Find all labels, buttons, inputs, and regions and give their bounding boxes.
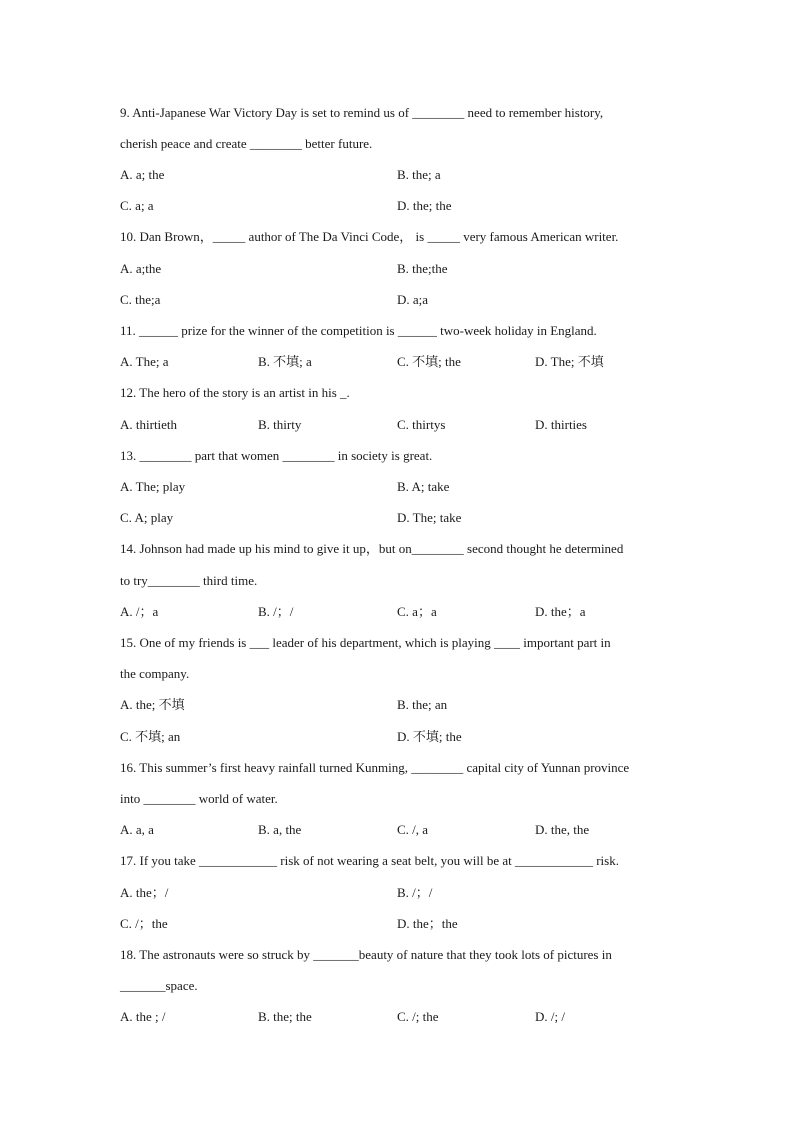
question-16-line-2: into ________ world of water. [120, 791, 278, 806]
question-17-option-a: A. the；/ [120, 885, 169, 900]
question-13-option-d: D. The; take [397, 510, 462, 525]
question-15-option-b: B. the; an [397, 697, 448, 712]
question-11-option-a: A. The; a [120, 354, 169, 369]
question-16-option-b: B. a, the [258, 822, 302, 837]
question-15-line-1: 15. One of my friends is ___ leader of his department, which is playing ____ important part in [120, 635, 611, 650]
question-9-option-d: D. the; the [397, 198, 452, 213]
question-15-option-c: C. 不填; an [120, 729, 181, 744]
question-13-option-a: A. The; play [120, 479, 186, 494]
question-18-line-2: _______space. [120, 978, 198, 993]
question-17-option-d: D. the；the [397, 916, 458, 931]
question-14-line-1: 14. Johnson had made up his mind to give it up，but on________ second thought he determined [120, 541, 624, 556]
question-17-option-b: B. /；/ [397, 885, 433, 900]
question-18-option-d: D. /; / [535, 1009, 565, 1024]
question-16-option-d: D. the, the [535, 822, 590, 837]
question-11-option-b: B. 不填; a [258, 354, 312, 369]
question-11-line-1: 11. ______ prize for the winner of the competition is ______ two-week holiday in England. [120, 323, 597, 338]
question-16-line-1: 16. This summer’s first heavy rainfall turned Kunming, ________ capital city of Yunnan province [120, 760, 630, 775]
question-17-option-c: C. /；the [120, 916, 168, 931]
question-15-option-a: A. the; 不填 [120, 697, 185, 712]
question-11-option-c: C. 不填; the [397, 354, 461, 369]
question-16-option-c: C. /, a [397, 822, 429, 837]
question-18-option-a: A. the ; / [120, 1009, 166, 1024]
question-14-line-2: to try________ third time. [120, 573, 258, 588]
question-18-line-1: 18. The astronauts were so struck by _______beauty of nature that they took lots of pictures in [120, 947, 612, 962]
question-12-option-d: D. thirties [535, 417, 587, 432]
question-13-option-c: C. A; play [120, 510, 174, 525]
question-13-line-1: 13. ________ part that women ________ in society is great. [120, 448, 433, 463]
question-9-option-b: B. the; a [397, 167, 441, 182]
question-9-line-2: cherish peace and create ________ better future. [120, 136, 373, 151]
question-9-line-1: 9. Anti-Japanese War Victory Day is set to remind us of ________ need to remember history, [120, 105, 604, 120]
question-10-option-c: C. the;a [120, 292, 161, 307]
question-15-option-d: D. 不填; the [397, 729, 462, 744]
question-18-option-b: B. the; the [258, 1009, 312, 1024]
question-10-line-1: 10. Dan Brown，_____ author of The Da Vinci Code， is _____ very famous American writer. [120, 229, 619, 244]
question-14-option-b: B. /；/ [258, 604, 294, 619]
question-15-line-2: the company. [120, 666, 190, 681]
question-12-option-b: B. thirty [258, 417, 302, 432]
question-9-option-a: A. a; the [120, 167, 165, 182]
question-10-option-a: A. a;the [120, 261, 162, 276]
question-11-option-d: D. The; 不填 [535, 354, 604, 369]
question-12-line-1: 12. The hero of the story is an artist in his _. [120, 385, 350, 400]
question-12-option-c: C. thirtys [397, 417, 446, 432]
question-13-option-b: B. A; take [397, 479, 450, 494]
question-10-option-b: B. the;the [397, 261, 448, 276]
question-14-option-a: A. /；a [120, 604, 159, 619]
question-16-option-a: A. a, a [120, 822, 154, 837]
question-10-option-d: D. a;a [397, 292, 429, 307]
question-17-line-1: 17. If you take ____________ risk of not wearing a seat belt, you will be at ____________ risk. [120, 853, 619, 868]
question-18-option-c: C. /; the [397, 1009, 439, 1024]
question-9-option-c: C. a; a [120, 198, 154, 213]
question-14-option-c: C. a；a [397, 604, 437, 619]
question-14-option-d: D. the；a [535, 604, 586, 619]
question-12-option-a: A. thirtieth [120, 417, 178, 432]
